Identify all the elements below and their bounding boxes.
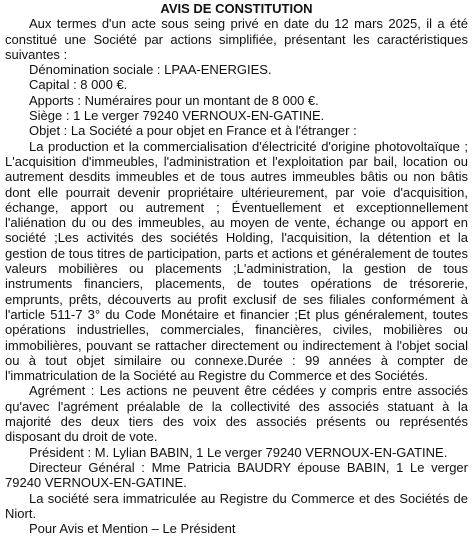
siege-line: Siège : 1 Le verger 79240 VERNOUX-EN-GATINE. <box>29 108 325 124</box>
apports-line: Apports : Numéraires pour un montant de 8 000 €. <box>29 92 319 108</box>
immatriculation-line: La société sera immatriculée au Registre du Commerce et des Sociétés de Niort. <box>5 490 468 521</box>
closing-line: Pour Avis et Mention – Le Président <box>29 521 236 536</box>
denomination-line: Dénomination sociale : LPAA-ENERGIES. <box>29 62 272 78</box>
directeur-paragraph: Directeur Général : Mme Patricia BAUDRY épouse BABIN, 1 Le verger 79240 VERNOUX-EN-GATINE. <box>5 459 468 491</box>
president-line: Président : M. Lylian BABIN, 1 Le verger 79240 VERNOUX-EN-GATINE. <box>29 444 448 460</box>
agrement-paragraph: Agrément : Les actions ne peuvent être cédées y compris entre associés qu'avec l'agrément préalable de la collectivité des associés statuant à la majorité des deux tiers des voix des associés présents ou représentés disposant du droit de vote. <box>5 383 468 445</box>
objet-paragraph: La production et la commercialisation d'électricité d'origine photovoltaïque ; L'acquisition d'immeubles, l'administration et l'exploitation par bail, location ou autrement desdits immeubles et de tous autres immeubles bâtis ou non bâtis dont elle pourrait devenir propriétaire ultérieurement, par voie d'acquisition, échange, apport ou autrement ; Éventuellement et exceptionnellement l'aliénation du ou des immeubles, au moyen de vente, échange ou apport en société ;Les activités des sociétés Holding, l'acquisition, la détention et la gestion de tous titres de participation, parts et actions et généralement de toutes valeurs mobilières ou placements ;L'administration, la gestion de tous instruments financiers, placements, de toutes opérations de trésorerie, emprunts, prêts, découverts au profit exclusif de ses filiales conformément à l'article 511-7 3° du Code Monétaire et financier ;Et plus généralement, toutes opérations industrielles, commerciales, financières, civiles, mobilières ou immobilières, pouvant se rattacher directement ou indirectement à l'objet social ou à tout objet similaire ou connexe.Durée : 99 années à compter de l'immatriculation de la Société au Registre du Commerce et des Sociétés. <box>5 138 468 384</box>
capital-line: Capital : 8 000 €. <box>29 77 128 93</box>
objet-label: Objet : La Société a pour objet en France et à l'étranger : <box>29 123 357 139</box>
notice-title: AVIS DE CONSTITUTION <box>160 1 313 16</box>
intro-paragraph: Aux termes d'un acte sous seing privé en date du 12 mars 2025, il a été constitué une Société par actions simplifiée, présentant les caractéristiques suivantes : <box>5 16 468 62</box>
